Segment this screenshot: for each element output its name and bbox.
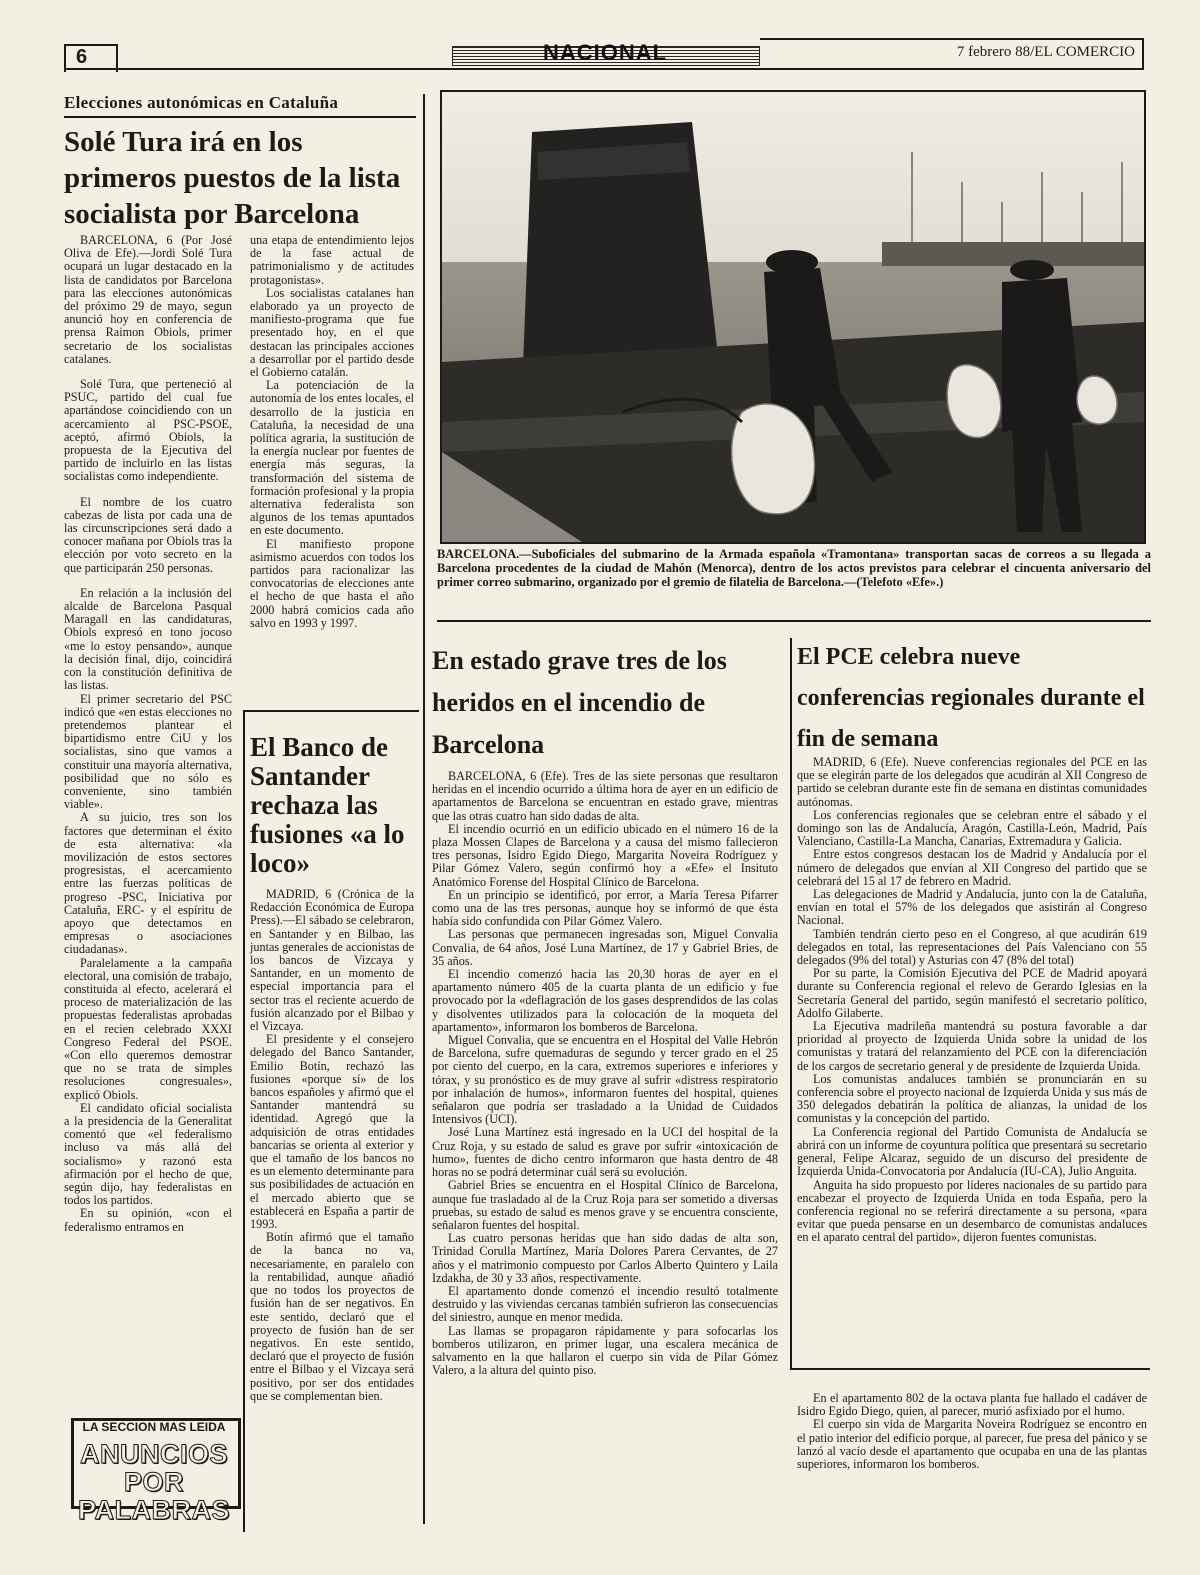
- main-article-column-2: [250, 234, 414, 630]
- page-number-box: [64, 44, 118, 72]
- paragraph: Entre estos congresos destacan los de Madrid y Andalucía por el número de delegados que envían al XII Congreso del partido que se celebrará del 15 al 17 de febrero en Madrid.: [797, 847, 1147, 888]
- santander-headline: El Banco de Santander rechaza las fusiones «a lo loco»: [250, 732, 405, 878]
- paragraph: Las personas que permanecen ingresadas son, Miguel Convalia Convalia, de 64 años, José Luna Martínez, de 17 y Gabriel Bries, de 35 años.: [432, 927, 778, 968]
- incendio-headline: En estado grave tres de los heridos en el incendio de Barcelona: [432, 646, 727, 759]
- paragraph: El manifiesto propone asimismo acuerdos con todos los partidos para racionalizar las convocatorias de elecciones ante el hecho de que hasta el año 2000 habrá comicios cada año salvo en 1993 y 1997.: [250, 536, 414, 630]
- paragraph: El incendio comenzó hacia las 20,30 horas de ayer en el apartamento número 405 de la cuarta planta de un edificio y fue provocado por la «deflagración de los gases desprendidos de las colas y disolventes utilizados para la colocación de la moqueta del apartamento», informaron los bomberos de Barcelona.: [432, 967, 778, 1034]
- paragraph: Miguel Convalia, que se encuentra en el Hospital del Valle Hebrón de Barcelona, sufre quemaduras de segundo y tercer grado en el 25 por ciento del cuerpo, en la cara, extremos superiores e inferiores y tórax, y su pronóstico es de muy grave al sufrir «distress respiratorio por inhalación de humos», informaron fuentes del hospital, quienes señalaron que podría ser trasladado a la Unidad de Cuidados Intensivos (UCI).: [432, 1033, 778, 1127]
- paragraph: El apartamento donde comenzó el incendio resultó totalmente destruido y las viviendas cercanas también sufrieron las consecuencias del siniestro, aunque en menor medida.: [432, 1283, 778, 1325]
- paragraph: Paralelamente a la campaña electoral, una comisión de trabajo, constituida al efecto, acelerará el proceso de materialización de las propuestas federalistas aprobadas en el recien celebrado XXXI Congreso Federal del PSOE. «Con ello queremos demostrar que no se trata de simples resoluciones congresuales», explicó Obiols.: [64, 955, 232, 1102]
- ad-kicker: LA SECCION MAS LEIDA: [82, 1420, 226, 1434]
- pce-box-rule: [790, 1368, 1150, 1370]
- caption-rule: [437, 620, 1151, 622]
- paragraph: El candidato oficial socialista a la presidencia de la Generalitat comentó que «el federalismo incluso va más allá del socialismo» y razonó esta afirmación por el hecho de que, según dijo, hay federalistas en todos los partidos.: [64, 1100, 232, 1208]
- paragraph: El incendio ocurrió en un edificio ubicado en el número 16 de la plaza Mossen Clapes de Barcelona y a causa del mismo fallecieron tres personas, Isidro Egido Diego, Margarita Noveira Rodríguez y Pilar Gómez Valero, según confirmó hoy a «Efe» el Insituto Anatómico Forense del Hospital Clínico de Barcelona.: [432, 821, 778, 889]
- paragraph: El presidente y el consejero delegado del Banco Santander, Emilio Botín, rechazó las fusiones «porque sí» de los bancos españoles y afirmó que el Santander mantendrá su identidad. Agregó que la adquisición de otras entidades bancarias se orienta al exterior y que el tamaño de los bancos no es un elemento determinante para sus posibilidades de actuación en el mercado abierto que se establecerá en España a partir de 1993.: [250, 1032, 414, 1232]
- paragraph: El nombre de los cuatro cabezas de lista por cada una de las circunscripciones será dado a conocer mañana por Obiols tras la elección por voto secreto en la que participarán 250 personas.: [64, 494, 232, 575]
- main-headline: Solé Tura irá en los primeros puestos de la lista socialista por Barcelona: [64, 126, 401, 230]
- article-kicker: Elecciones autonómicas en Cataluña: [64, 93, 339, 112]
- paragraph: BARCELONA, 6 (Por José Oliva de Efe).—Jordi Solé Tura ocupará un lugar destacado en la lista de candidatos por Barcelona para las elecciones autonómicas del próximo 29 de mayo, segun anunció hoy en conferencia de prensa Raimon Obiols, primer secretario de los socialistas catalanes.: [64, 233, 232, 366]
- main-article-column-1: [64, 234, 232, 1234]
- paragraph: Las llamas se propagaron rápidamente y para sofocarlas los bomberos utilizaron, en primer lugar, una escalera mecánica de salvamento en la que hallaron el cuerpo sin vida de Pilar Gómez Valero, a la altura del quinto piso.: [432, 1323, 778, 1378]
- paragraph: MADRID, 6 (Crónica de la Redacción Económica de Europa Press).—El sábado se celebraron, en Santander y en Bilbao, las juntas generales de accionistas de los bancos de Vizcaya y Santander, en un momento de especial importancia para el sector tras el reciente acuerdo de fusión alcanzado por el Bilbao y el Vizcaya.: [250, 887, 414, 1034]
- kicker-rule: [64, 116, 416, 118]
- santander-article-body: [250, 888, 414, 1403]
- pce-article-body: [797, 756, 1147, 1245]
- paragraph: En relación a la inclusión del alcalde de Barcelona Pasqual Maragall en las candidaturas, Obiols expresó en tono jocoso «me lo estoy pensando», aunque la decisión final, dijo, coincidirá con la constitución definitiva de las listas.: [64, 585, 232, 693]
- pce-box-rule: [790, 638, 792, 1370]
- photo-caption: BARCELONA.—Suboficiales del submarino de la Armada española «Tramontana» transportan sacas de correos a su llegada a Barcelona procedentes de la ciudad de Mahón (Menorca), dentro de los actos previstos para celebrar el cincuenta aniversario del primer correo submarino, organizado por el gremio de filatelia de Barcelona.—(Telefoto «Efe».): [437, 547, 1151, 589]
- paragraph: En el apartamento 802 de la octava planta fue hallado el cadáver de Isidro Egido Diego, quien, al parecer, murió asfixiado por el humo.: [797, 1391, 1147, 1419]
- paragraph: MADRID, 6 (Efe). Nueve conferencias regionales del PCE en las que se elegirán parte de los delegados que acudirán al XII Congreso de partido se celebran durante este fin de semana en distintas comunidades autónomas.: [797, 755, 1147, 809]
- ad-title: [74, 1440, 234, 1524]
- paragraph: Anguita ha sido propuesto por líderes nacionales de su partido para encabezar el proyecto de Izquierda Unida en toda España, pero la conferencia regional no se referirá directamente a su persona, «para evitar que pueda pensarse en un desembarco de comunistas andaluces en el aparato central del partido», dijeron fuentes comunistas.: [797, 1177, 1147, 1245]
- paragraph: Por su parte, la Comisión Ejecutiva del PCE de Madrid apoyará durante su Conferencia regional el relevo de Gerardo Iglesias en la Secretaría General del partido, según manifestó el secretario político, Adolfo Gilaberte.: [797, 966, 1147, 1020]
- paragraph: En un principio se identificó, por error, a María Teresa Pifarrer como una de las tres personas, aunque hoy se informó de que ésta había sido confundida con Pilar Gómez Valero.: [432, 887, 778, 929]
- ad-title-line: POR PALABRAS: [78, 1467, 230, 1525]
- paragraph: El primer secretario del PSC indicó que «en estas elecciones no pretendemos plantear el bipartidismo entre CiU y los socialistas, sino que vamos a constituir una mayoría alternativa, posibilidad que no sólo es conveniente, sino también viable».: [64, 691, 232, 812]
- page-number: 6: [76, 46, 88, 68]
- paragraph: Las delegaciones de Madrid y Andalucía, junto con la de Cataluña, envían en total el 57% de los delegados que asistirán al Congreso Nacional.: [797, 887, 1147, 928]
- paragraph: Los socialistas catalanes han elaborado ya un proyecto de manifiesto-programa que fue presentado hoy, en el que destacan las principales acciones a desarrollar por el partido desde el Gobierno catalán.: [250, 285, 414, 380]
- paragraph: La Ejecutiva madrileña mantendrá su postura favorable a dar prioridad al proyecto de Izquierda Unida sobre la unidad de los comunistas y tratará del relanzamiento del PCE con la diferenciación de los cargos de secretario general y de presidente de Izquierda Unida.: [797, 1019, 1147, 1073]
- submarine-photo-illustration: [442, 92, 1144, 542]
- paragraph: José Luna Martínez está ingresado en la UCI del hospital de la Cruz Roja, y su estado de salud es grave por sufrir «intoxicación de humo», fuentes de dicho centro informaron que hasta dentro de 48 horas no se podrá determinar cuál será su evolución.: [432, 1125, 778, 1180]
- paragraph: El cuerpo sin vida de Margarita Noveira Rodríguez se encontro en el patio interior del edificio porque, al parecer, fue presa del pánico y se lanzó al vacío desde el apartamento que ocupaba en una de las plantas superiores, informaron los bomberos.: [797, 1417, 1147, 1472]
- news-photo: [440, 90, 1146, 544]
- paragraph: Los conferencias regionales que se celebran entre el sábado y el domingo son las de Andalucía, Aragón, Castilla-León, Madrid, País Valenciano, Castilla-La Mancha, Canarias, Extremadura y Galicia.: [797, 807, 1147, 849]
- header-date: 7 febrero 88/EL COMERCIO: [956, 44, 1135, 60]
- paragraph: una etapa de entendimiento lejos de la fase actual de patrimonialismo y de actitudes protagonistas».: [250, 233, 414, 287]
- paragraph: BARCELONA, 6 (Efe). Tres de las siete personas que resultaron heridas en el incendio ocurrido a última hora de ayer en un edificio de apartamentos de Barcelona se encuentran en estado grave, mientras que las otras cuatro han sido dadas de alta.: [432, 769, 778, 823]
- paragraph: La Conferencia regional del Partido Comunista de Andalucía se abrirá con un informe de coyuntura política que presentará su secretario general, Felipe Alcaraz, seguido de un discurso del presidente de Izquierda Unida-Convocatoria por Andalucía (IU-CA), Julio Anguita.: [797, 1124, 1147, 1179]
- column-rule: [423, 94, 425, 1524]
- paragraph: Los comunistas andaluces también se pronunciarán en su conferencia sobre el proyecto nacional de Izquierda Unida y sus más de 350 delegados debatirán la política de alianzas, la unidad de los comunistas y la concepción del partido.: [797, 1071, 1147, 1126]
- section-name: NACIONAL: [542, 40, 668, 65]
- ad-title-line: ANUNCIOS: [79, 1439, 228, 1469]
- pce-headline: El PCE celebra nueve conferencias regionales durante el fin de semana: [797, 644, 1145, 752]
- paragraph: Botín afirmó que el tamaño de la banca no va, necesariamente, en paralelo con la rentabilidad, aunque añadió que no todos los proyectos de fusión han de ser negativos. En este sentido, declaró que el proyecto de fusión han de ser negativos. En este sentido, declaró que el proyecto de fusión entre el Bilbao y el Vizcaya será positivo, por ser dos entidades que se complementan bien.: [250, 1230, 414, 1403]
- paragraph: Las cuatro personas heridas que han sido dadas de alta son, Trinidad Corulla Martínez, María Dolores Parera Cervantes, de 27 años y el matrimonio compuesto por Carlos Alberto Quintero y Laila Izdakha, de 30 y 33 años, respectivamente.: [432, 1231, 778, 1285]
- incendio-continuation: [797, 1392, 1147, 1471]
- paragraph: También tendrán cierto peso en el Congreso, al que acudirán 619 delegados en total, las representaciones del País Valenciano con 55 delegados (9% del total) y Asturias con 47 (8% del total): [797, 926, 1147, 968]
- incendio-article-body: [432, 770, 778, 1377]
- paragraph: Gabriel Bries se encuentra en el Hospital Clínico de Barcelona, aunque fue trasladado al de la Cruz Roja para ser sometido a diversas pruebas, su estado de salud es menos grave y se encuentra consciente, señalaron fuentes del hospital.: [432, 1178, 778, 1232]
- paragraph: A su juicio, tres son los factores que determinan el éxito de esta alternativa: «la movilización de estos sectores progresistas, el acercamiento entre las fuerzas políticas de progreso -PSC, Iniciativa por Cataluña, ERC- y el espíritu de apoyo que detectamos en empresas o asociaciones ciudadanas».: [64, 810, 232, 957]
- paragraph: La potenciación de la autonomía de los entes locales, el desarrollo de la justicia en Cataluña, la necesidad de una política agraria, la sustitución de la energía nuclear por fuentes de energía más seguras, la transformación del sistema de formación profesional y la propia alternativa federalista son algunos de los temas apuntados en este documento.: [250, 378, 414, 538]
- paragraph: Solé Tura, que perteneció al PSUC, partido del cual fue apartándose coincidiendo con un acercamiento al PSC-PSOE, aceptó, afirmó Obiols, la propuesta de la Ejecutiva del partido de incluirlo en las listas socialistas como independiente.: [64, 377, 232, 484]
- paragraph: En su opinión, «con el federalismo entramos en: [64, 1206, 232, 1234]
